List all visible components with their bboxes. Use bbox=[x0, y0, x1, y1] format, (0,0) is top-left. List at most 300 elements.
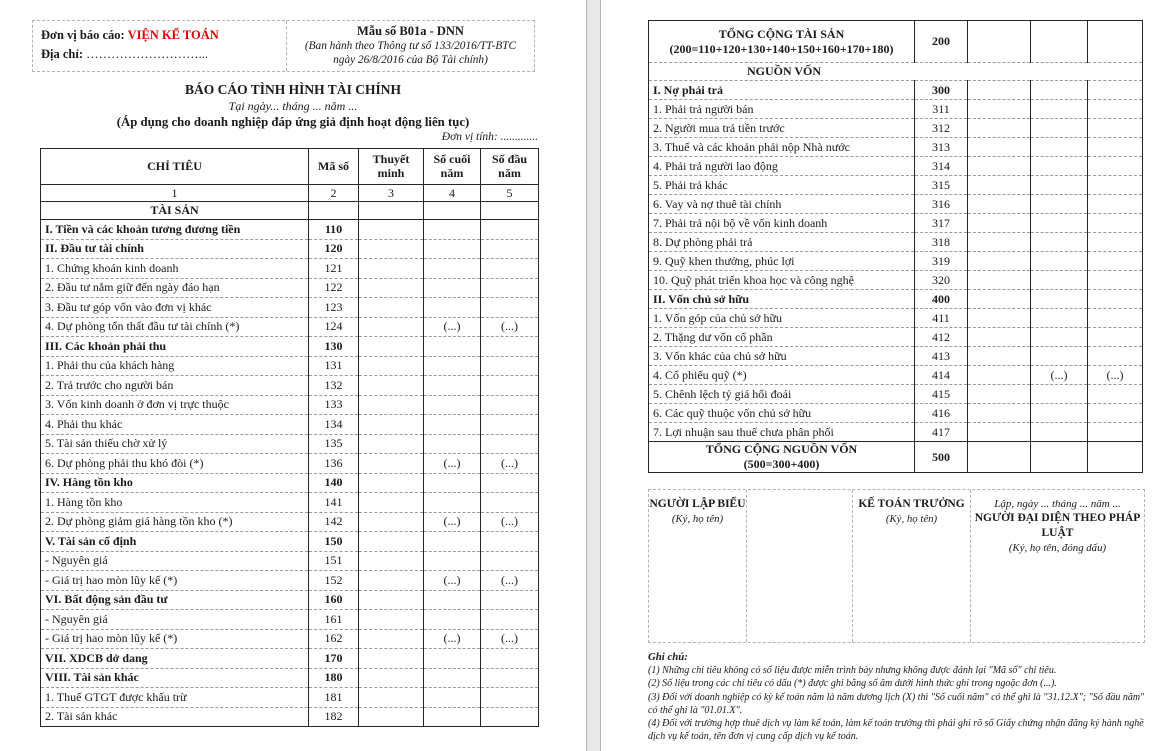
total-capital-row bbox=[649, 442, 1143, 473]
cell-so-dau-nam[interactable] bbox=[481, 376, 539, 396]
row-label: 7. Phải trả nội bộ về vốn kinh doanh bbox=[649, 214, 915, 233]
address-label: Địa chỉ: bbox=[41, 47, 84, 62]
signature-date-line: Lập, ngày ... tháng ... năm ... bbox=[994, 498, 1121, 510]
row-label: 5. Phải trả khác bbox=[649, 176, 915, 195]
table-row bbox=[649, 328, 1143, 347]
capital-table bbox=[648, 20, 1143, 473]
row-code: 133 bbox=[309, 395, 359, 415]
table-row bbox=[41, 649, 539, 669]
cell-thuyet-minh[interactable] bbox=[359, 532, 424, 552]
cell-so-cuoi-nam[interactable] bbox=[1031, 290, 1088, 309]
row-label: VIII. Tài sản khác bbox=[41, 668, 309, 688]
cell-thuyet-minh[interactable] bbox=[968, 81, 1031, 100]
cell-so-cuoi-nam[interactable] bbox=[1031, 309, 1088, 328]
signature-area-empty[interactable] bbox=[747, 490, 853, 642]
signature-instruction: (Ký, họ tên) bbox=[885, 512, 938, 525]
cell-so-dau-nam[interactable] bbox=[1088, 176, 1143, 195]
cell-thuyet-minh[interactable] bbox=[359, 668, 424, 688]
cell-so-dau-nam[interactable] bbox=[1088, 195, 1143, 214]
row-code: 182 bbox=[309, 707, 359, 727]
col-header-chi-tieu: CHỈ TIÊU bbox=[41, 149, 309, 185]
table-row bbox=[649, 214, 1143, 233]
cell-so-cuoi-nam: (...) bbox=[424, 512, 481, 532]
cell-so-dau-nam[interactable] bbox=[1088, 385, 1143, 404]
blank-cell[interactable] bbox=[359, 202, 424, 220]
row-code: 300 bbox=[915, 81, 968, 100]
cell-so-cuoi-nam[interactable] bbox=[1031, 176, 1088, 195]
row-label: 1. Phải thu của khách hàng bbox=[41, 356, 309, 376]
cell-thuyet-minh[interactable] bbox=[359, 298, 424, 318]
footnote-item: (2) Số liệu trong các chỉ tiêu có dấu (*) được ghi bằng số âm dưới hình thức ghi trong ngoặc đơn (...). bbox=[648, 678, 1057, 690]
cell-so-dau-nam[interactable] bbox=[481, 434, 539, 454]
blank-cell[interactable] bbox=[968, 442, 1031, 473]
cell-so-cuoi-nam[interactable] bbox=[424, 649, 481, 669]
cell-thuyet-minh[interactable] bbox=[968, 176, 1031, 195]
table-row bbox=[649, 347, 1143, 366]
row-label: 6. Vay và nợ thuê tài chính bbox=[649, 195, 915, 214]
cell-so-dau-nam[interactable] bbox=[481, 278, 539, 298]
cell-thuyet-minh[interactable] bbox=[359, 220, 424, 240]
cell-thuyet-minh[interactable] bbox=[359, 493, 424, 513]
cell-thuyet-minh[interactable] bbox=[968, 328, 1031, 347]
row-code: 120 bbox=[309, 239, 359, 259]
row-code: 412 bbox=[915, 328, 968, 347]
table-row bbox=[649, 366, 1143, 385]
address-fill-in[interactable]: ………………………... bbox=[86, 47, 209, 62]
table-row bbox=[649, 309, 1143, 328]
cell-thuyet-minh[interactable] bbox=[968, 195, 1031, 214]
footnotes-heading: Ghi chú: bbox=[648, 651, 688, 663]
table-row bbox=[41, 493, 539, 513]
cell-so-dau-nam[interactable] bbox=[1088, 233, 1143, 252]
row-label: 1. Vốn góp của chủ sở hữu bbox=[649, 309, 915, 328]
table-row bbox=[41, 473, 539, 493]
blank-cell bbox=[309, 202, 359, 220]
row-label: - Nguyên giá bbox=[41, 610, 309, 630]
table-row bbox=[649, 404, 1143, 423]
cell-so-cuoi-nam[interactable] bbox=[424, 551, 481, 571]
cell-so-cuoi-nam[interactable] bbox=[1031, 81, 1088, 100]
blank-cell[interactable] bbox=[424, 202, 481, 220]
total-capital-formula: (500=300+400) bbox=[743, 457, 820, 471]
cell-so-dau-nam[interactable] bbox=[481, 649, 539, 669]
unit-of-measure-note[interactable]: Đơn vị tính: ............. bbox=[441, 131, 538, 143]
cell-thuyet-minh[interactable] bbox=[359, 610, 424, 630]
cell-so-cuoi-nam[interactable] bbox=[424, 415, 481, 435]
signature-title: NGƯỜI LẬP BIỂU bbox=[649, 498, 746, 510]
cell-so-dau-nam[interactable] bbox=[1088, 138, 1143, 157]
cell-so-dau-nam[interactable] bbox=[1088, 119, 1143, 138]
row-code: 131 bbox=[309, 356, 359, 376]
report-unit-line bbox=[41, 26, 286, 45]
section-row-tai-san bbox=[41, 202, 539, 220]
cell-thuyet-minh[interactable] bbox=[968, 366, 1031, 385]
title-block bbox=[0, 82, 586, 130]
blank-cell[interactable] bbox=[1031, 442, 1088, 473]
cell-so-dau-nam[interactable] bbox=[481, 395, 539, 415]
form-issued-line1: (Ban hành theo Thông tư số 133/2016/TT-BTC bbox=[304, 40, 517, 52]
cell-so-cuoi-nam: (...) bbox=[424, 454, 481, 474]
table-row bbox=[649, 138, 1143, 157]
cell-thuyet-minh[interactable] bbox=[968, 214, 1031, 233]
cell-thuyet-minh[interactable] bbox=[968, 271, 1031, 290]
cell-so-dau-nam[interactable] bbox=[1088, 214, 1143, 233]
blank-cell[interactable] bbox=[481, 202, 539, 220]
row-code: 122 bbox=[309, 278, 359, 298]
row-code: 170 bbox=[309, 649, 359, 669]
cell-so-dau-nam[interactable] bbox=[1088, 290, 1143, 309]
cell-so-dau-nam[interactable] bbox=[481, 590, 539, 610]
row-label: 4. Phải thu khác bbox=[41, 415, 309, 435]
row-label: 4. Cổ phiếu quỹ (*) bbox=[649, 366, 915, 385]
report-header-box bbox=[32, 20, 535, 72]
cell-so-cuoi-nam[interactable] bbox=[1031, 157, 1088, 176]
row-label: 1. Thuế GTGT được khấu trừ bbox=[41, 688, 309, 708]
row-code: 316 bbox=[915, 195, 968, 214]
cell-so-cuoi-nam[interactable] bbox=[1031, 138, 1088, 157]
cell-thuyet-minh[interactable] bbox=[359, 337, 424, 357]
cell-thuyet-minh[interactable] bbox=[359, 551, 424, 571]
report-title: BÁO CÁO TÌNH HÌNH TÀI CHÍNH bbox=[185, 82, 401, 97]
cell-thuyet-minh[interactable] bbox=[968, 100, 1031, 119]
cell-so-dau-nam[interactable] bbox=[481, 337, 539, 357]
report-applicability: (Áp dụng cho doanh nghiệp đáp ứng giả định hoạt động liên tục) bbox=[116, 115, 470, 129]
cell-thuyet-minh[interactable] bbox=[968, 119, 1031, 138]
cell-thuyet-minh[interactable] bbox=[359, 278, 424, 298]
cell-so-cuoi-nam[interactable] bbox=[424, 473, 481, 493]
cell-thuyet-minh[interactable] bbox=[359, 649, 424, 669]
cell-thuyet-minh[interactable] bbox=[359, 688, 424, 708]
row-label: 8. Dự phòng phải trả bbox=[649, 233, 915, 252]
blank-cell[interactable] bbox=[1088, 442, 1143, 473]
cell-so-cuoi-nam[interactable] bbox=[1031, 347, 1088, 366]
table-row bbox=[41, 395, 539, 415]
cell-so-cuoi-nam[interactable] bbox=[1031, 100, 1088, 119]
col-number: 4 bbox=[424, 185, 481, 202]
cell-so-dau-nam[interactable] bbox=[1088, 404, 1143, 423]
cell-so-dau-nam[interactable] bbox=[1088, 252, 1143, 271]
cell-so-cuoi-nam: (...) bbox=[424, 571, 481, 591]
table-row bbox=[649, 385, 1143, 404]
address-line bbox=[41, 45, 286, 64]
row-code: 135 bbox=[309, 434, 359, 454]
cell-so-cuoi-nam[interactable] bbox=[424, 376, 481, 396]
cell-so-cuoi-nam[interactable] bbox=[1031, 195, 1088, 214]
blank-cell[interactable] bbox=[968, 21, 1031, 63]
cell-so-cuoi-nam[interactable] bbox=[424, 707, 481, 727]
cell-thuyet-minh[interactable] bbox=[359, 707, 424, 727]
blank-cell[interactable] bbox=[1088, 21, 1143, 63]
signature-area-preparer[interactable] bbox=[649, 490, 747, 642]
row-label: - Giá trị hao mòn lũy kế (*) bbox=[41, 571, 309, 591]
row-code: 152 bbox=[309, 571, 359, 591]
row-code: 311 bbox=[915, 100, 968, 119]
cell-so-cuoi-nam: (...) bbox=[1031, 366, 1088, 385]
row-label: 1. Chứng khoán kinh doanh bbox=[41, 259, 309, 279]
cell-so-cuoi-nam[interactable] bbox=[1031, 119, 1088, 138]
cell-so-cuoi-nam[interactable] bbox=[1031, 252, 1088, 271]
cell-thuyet-minh[interactable] bbox=[968, 138, 1031, 157]
cell-so-cuoi-nam[interactable] bbox=[424, 610, 481, 630]
cell-thuyet-minh[interactable] bbox=[359, 259, 424, 279]
cell-so-dau-nam[interactable] bbox=[1088, 81, 1143, 100]
section-title: NGUỒN VỐN bbox=[746, 64, 822, 78]
cell-so-cuoi-nam[interactable] bbox=[424, 668, 481, 688]
col-header-thuyet-minh: Thuyết minh bbox=[359, 149, 424, 185]
cell-so-dau-nam[interactable] bbox=[1088, 271, 1143, 290]
row-label: 4. Dự phòng tổn thất đầu tư tài chính (*) bbox=[41, 317, 309, 337]
table-header-row bbox=[41, 149, 539, 185]
cell-so-dau-nam: (...) bbox=[481, 317, 539, 337]
row-code: 319 bbox=[915, 252, 968, 271]
cell-so-cuoi-nam[interactable] bbox=[1031, 328, 1088, 347]
row-code: 411 bbox=[915, 309, 968, 328]
cell-so-cuoi-nam[interactable] bbox=[424, 239, 481, 259]
cell-so-dau-nam[interactable] bbox=[1088, 347, 1143, 366]
table-row bbox=[41, 259, 539, 279]
table-row bbox=[649, 81, 1143, 100]
row-code: 162 bbox=[309, 629, 359, 649]
cell-thuyet-minh[interactable] bbox=[359, 454, 424, 474]
signature-instruction: (Ký, họ tên) bbox=[671, 512, 724, 525]
col-number: 2 bbox=[309, 185, 359, 202]
cell-so-cuoi-nam[interactable] bbox=[424, 688, 481, 708]
cell-thuyet-minh[interactable] bbox=[359, 590, 424, 610]
cell-thuyet-minh[interactable] bbox=[359, 395, 424, 415]
assets-table bbox=[40, 148, 539, 727]
cell-so-cuoi-nam: (...) bbox=[424, 629, 481, 649]
table-row bbox=[41, 356, 539, 376]
table-row bbox=[41, 532, 539, 552]
table-row bbox=[649, 423, 1143, 442]
cell-so-cuoi-nam[interactable] bbox=[1031, 271, 1088, 290]
cell-so-cuoi-nam[interactable] bbox=[424, 434, 481, 454]
row-label: 5. Tài sản thiếu chờ xử lý bbox=[41, 434, 309, 454]
section-row-nguon-von bbox=[649, 63, 1143, 81]
footnote-item: (1) Những chỉ tiêu không có số liệu được miễn trình bày nhưng không được đánh lại "Mã số" chỉ tiêu. bbox=[648, 665, 1057, 677]
cell-so-dau-nam[interactable] bbox=[481, 415, 539, 435]
cell-so-dau-nam[interactable] bbox=[1088, 423, 1143, 442]
cell-so-cuoi-nam[interactable] bbox=[1031, 233, 1088, 252]
cell-so-cuoi-nam[interactable] bbox=[1031, 423, 1088, 442]
row-code: 110 bbox=[309, 220, 359, 240]
cell-so-dau-nam[interactable] bbox=[481, 259, 539, 279]
cell-so-dau-nam[interactable] bbox=[481, 220, 539, 240]
row-code: 181 bbox=[309, 688, 359, 708]
table-row bbox=[41, 239, 539, 259]
cell-thuyet-minh[interactable] bbox=[359, 512, 424, 532]
row-code: 414 bbox=[915, 366, 968, 385]
page-1 bbox=[0, 0, 587, 751]
table-row bbox=[41, 278, 539, 298]
cell-so-dau-nam[interactable] bbox=[481, 532, 539, 552]
cell-thuyet-minh[interactable] bbox=[968, 423, 1031, 442]
cell-so-cuoi-nam[interactable] bbox=[1031, 214, 1088, 233]
row-label: 2. Thặng dư vốn cổ phần bbox=[649, 328, 915, 347]
blank-cell[interactable] bbox=[1031, 21, 1088, 63]
row-label: I. Nợ phải trả bbox=[649, 81, 915, 100]
cell-thuyet-minh[interactable] bbox=[359, 356, 424, 376]
total-capital-code: 500 bbox=[915, 442, 968, 473]
table-row bbox=[41, 454, 539, 474]
footnote-item: (4) Đối với trường hợp thuê dịch vụ làm kế toán, làm kế toán trưởng thì phải ghi rõ số Giấy chứng nhận đăng ký hành nghề dịch vụ kế toán, tên đơn vị cung cấp dịch vụ kế toán. bbox=[648, 718, 1144, 743]
row-label: VII. XDCB dở dang bbox=[41, 649, 309, 669]
cell-so-cuoi-nam[interactable] bbox=[424, 259, 481, 279]
cell-thuyet-minh[interactable] bbox=[968, 404, 1031, 423]
row-code: 142 bbox=[309, 512, 359, 532]
total-capital-cell bbox=[649, 442, 915, 473]
total-assets-formula: (200=110+120+130+140+150+160+170+180) bbox=[669, 41, 894, 56]
row-code: 417 bbox=[915, 423, 968, 442]
row-code: 313 bbox=[915, 138, 968, 157]
table-row bbox=[41, 688, 539, 708]
col-number: 1 bbox=[41, 185, 309, 202]
cell-thuyet-minh[interactable] bbox=[968, 233, 1031, 252]
row-code: 413 bbox=[915, 347, 968, 366]
total-assets-cell bbox=[649, 21, 915, 63]
cell-so-dau-nam: (...) bbox=[481, 454, 539, 474]
form-issued-line2: ngày 26/8/2016 của Bộ Tài chính) bbox=[333, 54, 488, 67]
signature-instruction: (Ký, họ tên, đóng dấu) bbox=[1008, 542, 1107, 555]
cell-so-dau-nam[interactable] bbox=[481, 707, 539, 727]
cell-so-dau-nam[interactable] bbox=[1088, 328, 1143, 347]
cell-so-dau-nam[interactable] bbox=[1088, 157, 1143, 176]
row-label: 2. Dự phòng giảm giá hàng tồn kho (*) bbox=[41, 512, 309, 532]
cell-thuyet-minh[interactable] bbox=[968, 347, 1031, 366]
cell-thuyet-minh[interactable] bbox=[359, 415, 424, 435]
cell-so-cuoi-nam: (...) bbox=[424, 317, 481, 337]
cell-so-dau-nam[interactable] bbox=[481, 473, 539, 493]
table-row bbox=[41, 629, 539, 649]
table-row bbox=[41, 415, 539, 435]
row-code: 132 bbox=[309, 376, 359, 396]
cell-thuyet-minh[interactable] bbox=[968, 309, 1031, 328]
table-row bbox=[649, 119, 1143, 138]
cell-so-cuoi-nam[interactable] bbox=[424, 337, 481, 357]
cell-thuyet-minh[interactable] bbox=[359, 239, 424, 259]
cell-so-cuoi-nam[interactable] bbox=[424, 278, 481, 298]
table-row bbox=[649, 233, 1143, 252]
row-code: 317 bbox=[915, 214, 968, 233]
row-code: 150 bbox=[309, 532, 359, 552]
row-code: 315 bbox=[915, 176, 968, 195]
cell-thuyet-minh[interactable] bbox=[359, 473, 424, 493]
cell-thuyet-minh[interactable] bbox=[359, 376, 424, 396]
row-code: 136 bbox=[309, 454, 359, 474]
table-row bbox=[41, 590, 539, 610]
page-2 bbox=[600, 0, 1176, 751]
cell-thuyet-minh[interactable] bbox=[359, 434, 424, 454]
col-header-ma-so: Mã số bbox=[309, 149, 359, 185]
row-code: 124 bbox=[309, 317, 359, 337]
column-number-row bbox=[41, 185, 539, 202]
row-label: - Nguyên giá bbox=[41, 551, 309, 571]
table-row bbox=[649, 290, 1143, 309]
row-label: 3. Vốn khác của chủ sở hữu bbox=[649, 347, 915, 366]
footnote-item: (3) Đối với doanh nghiệp có kỳ kế toán năm là năm dương lịch (X) thì "Số cuối năm" có thể ghi là "31.12.X"; "Số đầu năm" có thể ghi là "01.01.X". bbox=[648, 691, 1145, 716]
form-code: Mẫu số B01a - DNN bbox=[357, 24, 464, 38]
col-number: 3 bbox=[359, 185, 424, 202]
table-row bbox=[41, 376, 539, 396]
row-label: II. Đầu tư tài chính bbox=[41, 239, 309, 259]
cell-so-dau-nam[interactable] bbox=[481, 551, 539, 571]
cell-so-cuoi-nam[interactable] bbox=[1031, 404, 1088, 423]
total-capital-label: TỔNG CỘNG NGUỒN VỐN bbox=[705, 442, 858, 456]
cell-so-dau-nam[interactable] bbox=[481, 610, 539, 630]
row-code: 314 bbox=[915, 157, 968, 176]
row-label: 2. Người mua trả tiền trước bbox=[649, 119, 915, 138]
table-row bbox=[41, 220, 539, 240]
row-label: 7. Lợi nhuận sau thuế chưa phân phối bbox=[649, 423, 915, 442]
cell-so-dau-nam[interactable] bbox=[481, 356, 539, 376]
row-label: V. Tài sản cố định bbox=[41, 532, 309, 552]
row-label: IV. Hàng tồn kho bbox=[41, 473, 309, 493]
cell-so-dau-nam[interactable] bbox=[481, 239, 539, 259]
row-code: 415 bbox=[915, 385, 968, 404]
col-header-so-cuoi-nam: Số cuối năm bbox=[424, 149, 481, 185]
cell-so-dau-nam[interactable] bbox=[481, 668, 539, 688]
total-assets-row bbox=[649, 21, 1143, 63]
row-label: 1. Phải trả người bán bbox=[649, 100, 915, 119]
cell-thuyet-minh[interactable] bbox=[968, 385, 1031, 404]
cell-thuyet-minh[interactable] bbox=[968, 157, 1031, 176]
cell-so-dau-nam[interactable] bbox=[1088, 100, 1143, 119]
table-row bbox=[649, 271, 1143, 290]
cell-so-cuoi-nam[interactable] bbox=[424, 356, 481, 376]
cell-thuyet-minh[interactable] bbox=[359, 317, 424, 337]
row-label: 9. Quỹ khen thưởng, phúc lợi bbox=[649, 252, 915, 271]
cell-so-cuoi-nam[interactable] bbox=[424, 493, 481, 513]
signature-title: KẾ TOÁN TRƯỞNG bbox=[858, 498, 965, 510]
row-code: 312 bbox=[915, 119, 968, 138]
cell-so-cuoi-nam[interactable] bbox=[424, 532, 481, 552]
row-code: 141 bbox=[309, 493, 359, 513]
table-row bbox=[649, 252, 1143, 271]
cell-so-dau-nam[interactable] bbox=[481, 493, 539, 513]
cell-thuyet-minh[interactable] bbox=[968, 290, 1031, 309]
row-code: 140 bbox=[309, 473, 359, 493]
signature-area-legal-representative[interactable] bbox=[971, 490, 1144, 642]
cell-so-dau-nam[interactable] bbox=[481, 688, 539, 708]
cell-thuyet-minh[interactable] bbox=[359, 629, 424, 649]
footnotes bbox=[648, 650, 1156, 743]
cell-so-dau-nam[interactable] bbox=[1088, 309, 1143, 328]
table-row bbox=[41, 298, 539, 318]
cell-so-cuoi-nam[interactable] bbox=[424, 220, 481, 240]
table-row bbox=[649, 157, 1143, 176]
cell-thuyet-minh[interactable] bbox=[359, 571, 424, 591]
cell-thuyet-minh[interactable] bbox=[968, 252, 1031, 271]
cell-so-dau-nam[interactable] bbox=[481, 298, 539, 318]
cell-so-cuoi-nam[interactable] bbox=[424, 395, 481, 415]
cell-so-cuoi-nam[interactable] bbox=[424, 298, 481, 318]
table-row bbox=[649, 100, 1143, 119]
row-label: 1. Hàng tồn kho bbox=[41, 493, 309, 513]
table-row bbox=[649, 176, 1143, 195]
cell-so-cuoi-nam[interactable] bbox=[1031, 385, 1088, 404]
row-label: 10. Quỹ phát triển khoa học và công nghệ bbox=[649, 271, 915, 290]
row-label: 3. Đầu tư góp vốn vào đơn vị khác bbox=[41, 298, 309, 318]
table-row bbox=[41, 668, 539, 688]
row-code: 123 bbox=[309, 298, 359, 318]
row-code: 134 bbox=[309, 415, 359, 435]
row-code: 416 bbox=[915, 404, 968, 423]
cell-so-dau-nam: (...) bbox=[481, 571, 539, 591]
cell-so-cuoi-nam[interactable] bbox=[424, 590, 481, 610]
signature-area-chief-accountant[interactable] bbox=[853, 490, 971, 642]
report-subtitle: Tại ngày... tháng ... năm ... bbox=[228, 99, 358, 113]
signature-block bbox=[648, 489, 1145, 643]
